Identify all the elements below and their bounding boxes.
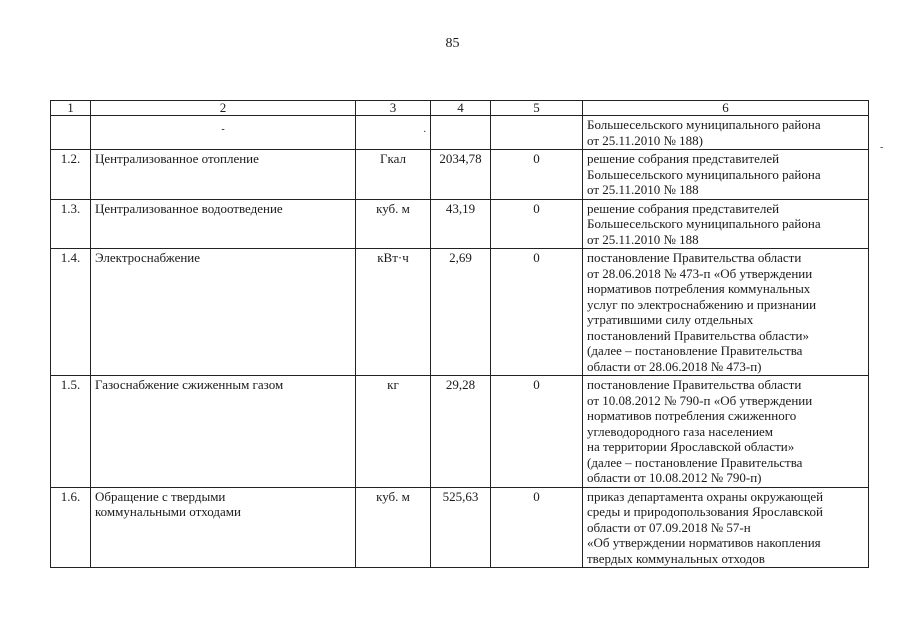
basis-line: (далее – постановление Правительства <box>587 343 803 358</box>
basis-line: приказ департамента охраны окружающей <box>587 488 824 504</box>
cell-value <box>431 116 491 150</box>
cell-value: 29,28 <box>431 376 491 488</box>
basis-line: услуг по электроснабжению и признании <box>587 296 817 312</box>
stray-mark: . <box>423 124 426 135</box>
cell-unit: кг <box>356 376 431 488</box>
stray-mark: - <box>221 124 225 135</box>
cell-num: 1.6. <box>51 487 91 568</box>
margin-mark: - <box>880 142 884 153</box>
cell-q: 0 <box>491 376 583 488</box>
header-cell-5: 5 <box>491 101 583 116</box>
basis-line: среды и природопользования Ярославской <box>587 504 823 519</box>
cell-value: 2,69 <box>431 249 491 376</box>
basis-line: постановлений Правительства области» <box>587 327 809 343</box>
cell-basis <box>583 249 869 376</box>
cell-basis <box>583 376 869 488</box>
cell-q: 0 <box>491 150 583 200</box>
header-cell-1: 1 <box>51 101 91 116</box>
cell-name: Электроснабжение <box>91 249 356 376</box>
basis-line: Большесельского муниципального района <box>587 166 821 182</box>
basis-line: Большесельского муниципального района <box>587 216 821 231</box>
basis-line: углеводородного газа населением <box>587 423 774 439</box>
cell-q <box>491 116 583 150</box>
basis-line: постановление Правительства области <box>587 250 802 265</box>
basis-line: «Об утверждении нормативов накопления <box>587 535 821 550</box>
cell-basis <box>583 150 869 200</box>
basis-line: постановление Правительства области <box>587 377 802 392</box>
basis-line: Большесельского муниципального района <box>587 117 821 132</box>
cell-unit <box>356 116 431 150</box>
table-row <box>51 150 869 200</box>
cell-unit: Гкал <box>356 150 431 200</box>
page-number: 85 <box>445 36 460 51</box>
basis-line: от 25.11.2010 № 188 <box>587 182 699 197</box>
cell-q: 0 <box>491 487 583 568</box>
header-cell-2: 2 <box>91 101 356 116</box>
cell-num: 1.2. <box>51 150 91 200</box>
cell-num <box>51 116 91 150</box>
basis-line: утратившими силу отдельных <box>587 312 754 327</box>
table-row <box>51 376 869 488</box>
basis-line: от 10.08.2012 № 790-п «Об утверждении <box>587 392 813 408</box>
basis-line: от 25.11.2010 № 188 <box>587 231 699 247</box>
cell-q: 0 <box>491 199 583 249</box>
basis-line: области от 10.08.2012 № 790-п) <box>587 470 762 485</box>
basis-line: твердых коммунальных отходов <box>587 550 765 566</box>
cell-unit: куб. м <box>356 487 431 568</box>
basis-line: нормативов потребления сжиженного <box>587 408 797 423</box>
norms-table <box>50 100 869 568</box>
table-row <box>51 487 869 568</box>
cell-name: Газоснабжение сжиженным газом <box>91 376 356 488</box>
cell-basis <box>583 116 869 150</box>
basis-line: области от 07.09.2018 № 57-н <box>587 519 751 535</box>
cell-value: 43,19 <box>431 199 491 249</box>
cell-name: Централизованное отопление <box>91 150 356 200</box>
table-row <box>51 199 869 249</box>
cell-basis <box>583 199 869 249</box>
basis-line: от 28.06.2018 № 473-п «Об утверждении <box>587 265 813 281</box>
cell-value: 525,63 <box>431 487 491 568</box>
cell-q: 0 <box>491 249 583 376</box>
cell-num: 1.4. <box>51 249 91 376</box>
header-cell-4: 4 <box>431 101 491 116</box>
header-row <box>51 101 869 116</box>
cell-value: 2034,78 <box>431 150 491 200</box>
basis-line: нормативов потребления коммунальных <box>587 281 811 296</box>
header-cell-6: 6 <box>583 101 869 116</box>
cell-unit: куб. м <box>356 199 431 249</box>
basis-line: на территории Ярославской области» <box>587 439 795 454</box>
basis-line: решение собрания представителей <box>587 200 780 216</box>
cell-num: 1.3. <box>51 199 91 249</box>
header-cell-3: 3 <box>356 101 431 116</box>
basis-line: области от 28.06.2018 № 473-п) <box>587 358 762 374</box>
cell-basis <box>583 487 869 568</box>
name-line: коммунальными отходами <box>95 504 241 519</box>
basis-line: от 25.11.2010 № 188) <box>587 132 704 148</box>
cell-num: 1.5. <box>51 376 91 488</box>
table-row <box>51 249 869 376</box>
cell-unit: кВт·ч <box>356 249 431 376</box>
cell-name <box>91 116 356 150</box>
basis-line: (далее – постановление Правительства <box>587 454 803 470</box>
table-row-continuation <box>51 116 869 150</box>
name-line: Обращение с твердыми <box>95 488 226 504</box>
cell-name <box>91 487 356 568</box>
basis-line: решение собрания представителей <box>587 151 780 166</box>
cell-name: Централизованное водоотведение <box>91 199 356 249</box>
